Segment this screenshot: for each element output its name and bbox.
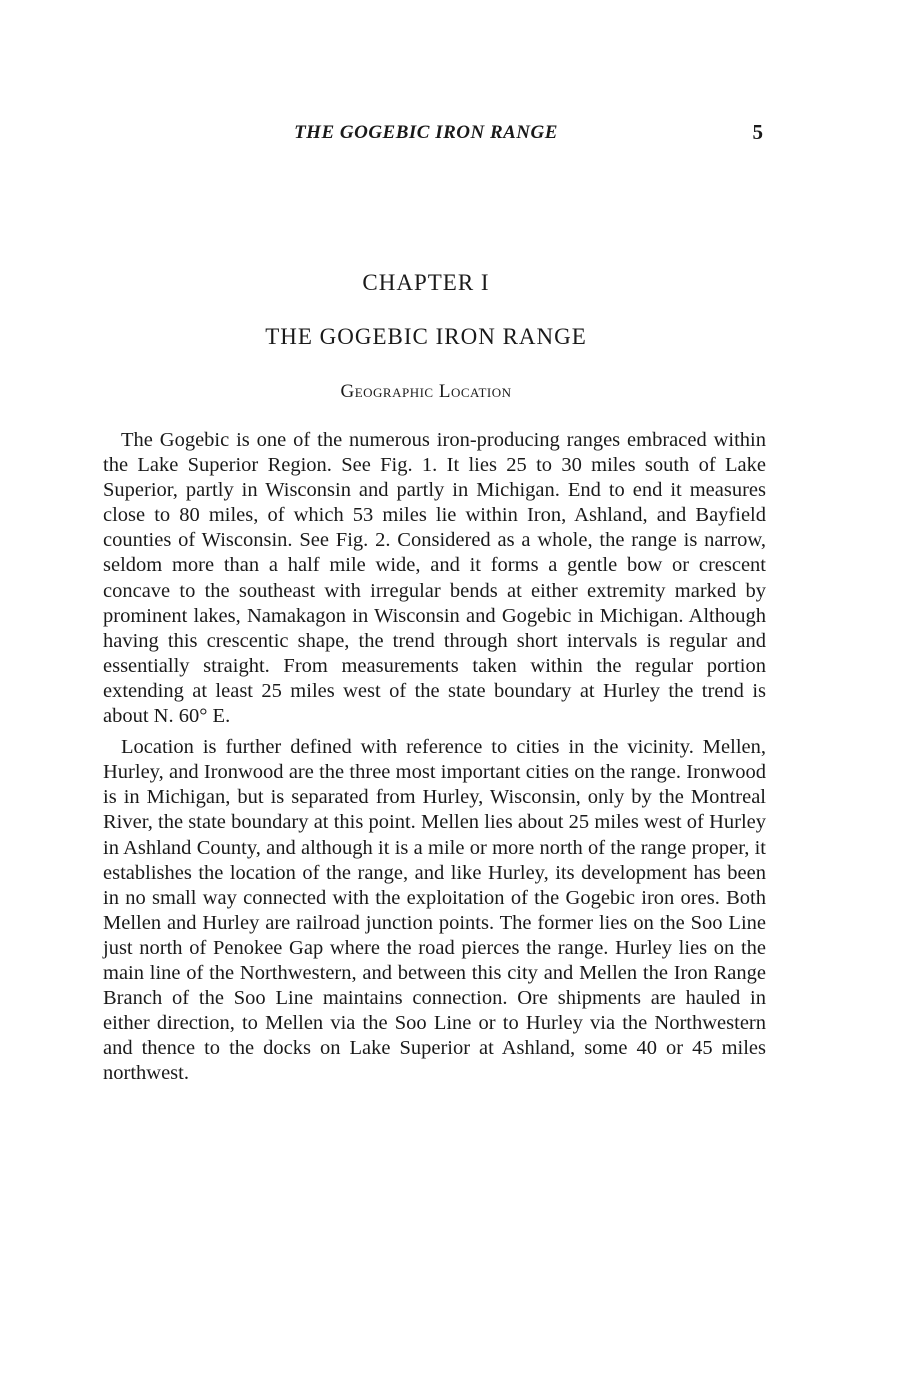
running-title: THE GOGEBIC IRON RANGE	[294, 122, 558, 143]
paragraph: Location is further defined with reference to cities in the vicinity. Mellen, Hurley, and Ironwood are the three most important cities on the range. Ironwood is in Michigan, but is separated from Hurley, Wisconsin, only by the Montreal River, the state boundary at this point. Mellen lies about 25 miles west of Hurley in Ashland County, and although it is a mile or more north of the range proper, it establishes the location of the range, and like Hurley, its development has been in no small way connected with the exploitation of the Gogebic iron ores. Both Mellen and Hurley are railroad junction points. The former lies on the Soo Line just north of Penokee Gap where the road pierces the range. Hurley lies on the main line of the Northwestern, and between this city and Mellen the Iron Range Branch of the Soo Line maintains connection. Ore shipments are hauled in either direction, to Mellen via the Soo Line or to Hurley via the Northwestern and thence to the docks on Lake Superior at Ashland, some 40 or 45 miles northwest.	[103, 736, 766, 1085]
chapter-title: THE GOGEBIC IRON RANGE	[265, 324, 587, 349]
body-text	[103, 428, 766, 1086]
page-number: 5	[752, 120, 763, 144]
section-heading: Geographic Location	[340, 381, 512, 402]
paragraph: The Gogebic is one of the numerous iron-producing ranges embraced within the Lake Superior Region. See Fig. 1. It lies 25 to 30 miles south of Lake Superior, partly in Wisconsin and partly in Michigan. End to end it measures close to 80 miles, of which 53 miles lie within Iron, Ashland, and Bayfield counties of Wisconsin. See Fig. 2. Considered as a whole, the range is narrow, seldom more than a half mile wide, and it forms a gentle bow or crescent concave to the southeast with irregular bends at either extremity marked by prominent lakes, Namakagon in Wisconsin and Gogebic in Michigan. Although having this crescentic shape, the trend through short intervals is regular and essentially straight. From measurements taken within the regular portion extending at least 25 miles west of the state boundary at Hurley the trend is about N. 60° E.	[103, 429, 766, 728]
chapter-number: CHAPTER I	[362, 270, 490, 295]
running-head	[0, 118, 897, 148]
